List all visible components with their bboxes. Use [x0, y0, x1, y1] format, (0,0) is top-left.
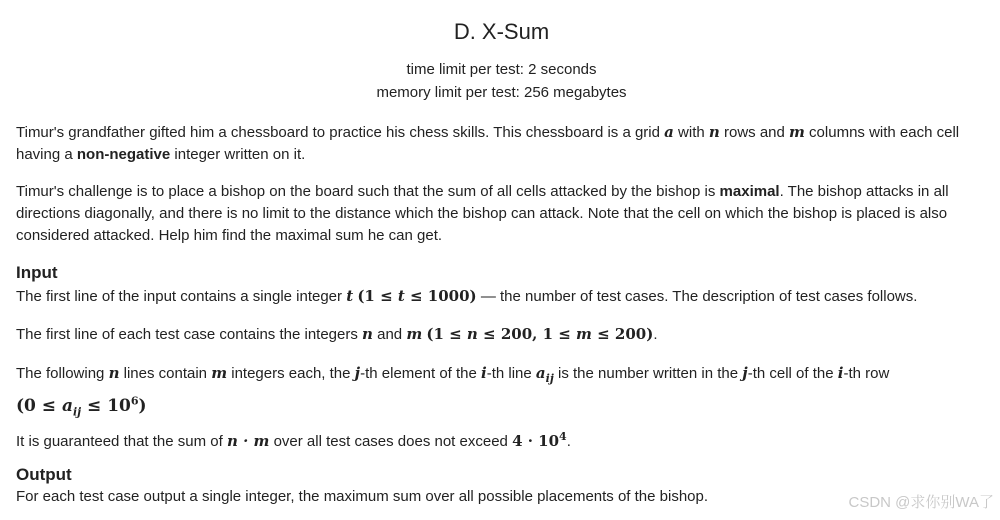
output-heading: Output	[16, 465, 72, 484]
problem-title: D. X-Sum	[453, 19, 550, 44]
time-limit: time limit per test: 2 seconds	[406, 61, 597, 78]
input-line-1: The first line of the input contains a single integer t (1 ≤ t ≤ 1000) — the number of test cases. The description of test cases follows.	[16, 287, 918, 305]
input-line-4: It is guaranteed that the sum of n · m over all test cases does not exceed $4 \cdot 10^4$.	[16, 430, 571, 450]
output-text: For each test case output a single integer, the maximum sum over all possible placements of the bishop.	[16, 488, 709, 505]
memory-limit: memory limit per test: 256 megabytes	[376, 84, 627, 101]
input-heading: Input	[16, 263, 58, 282]
input-line-3: The following n lines contain m integers each, the j-th element of the i-th line $a_{ij}$ is the number written in the j-th cell of the i-th row $(0 \le a_{ij} \le 10^6)$	[16, 364, 890, 419]
input-line-2: The first line of each test case contains the integers n and m (1 ≤ n ≤ 200, 1 ≤ m ≤ 200).	[16, 325, 658, 343]
statement-paragraph-1: Timur's grandfather gifted him a chessboard to practice his chess skills. This chessboard is a grid a with n rows and m columns with each cell having a non-negative integer written on it.	[16, 123, 960, 163]
watermark: CSDN @求你别WA了	[848, 494, 994, 511]
statement-paragraph-2: Timur's challenge is to place a bishop on the board such that the sum of all cells attacked by the bishop is maximal. The bishop attacks in all directions diagonally, and there is no limit to the distance which the bishop can attack. Note that the cell on which the bishop is placed is also considered attacked. Help him find the maximal sum he can get.	[16, 183, 949, 244]
